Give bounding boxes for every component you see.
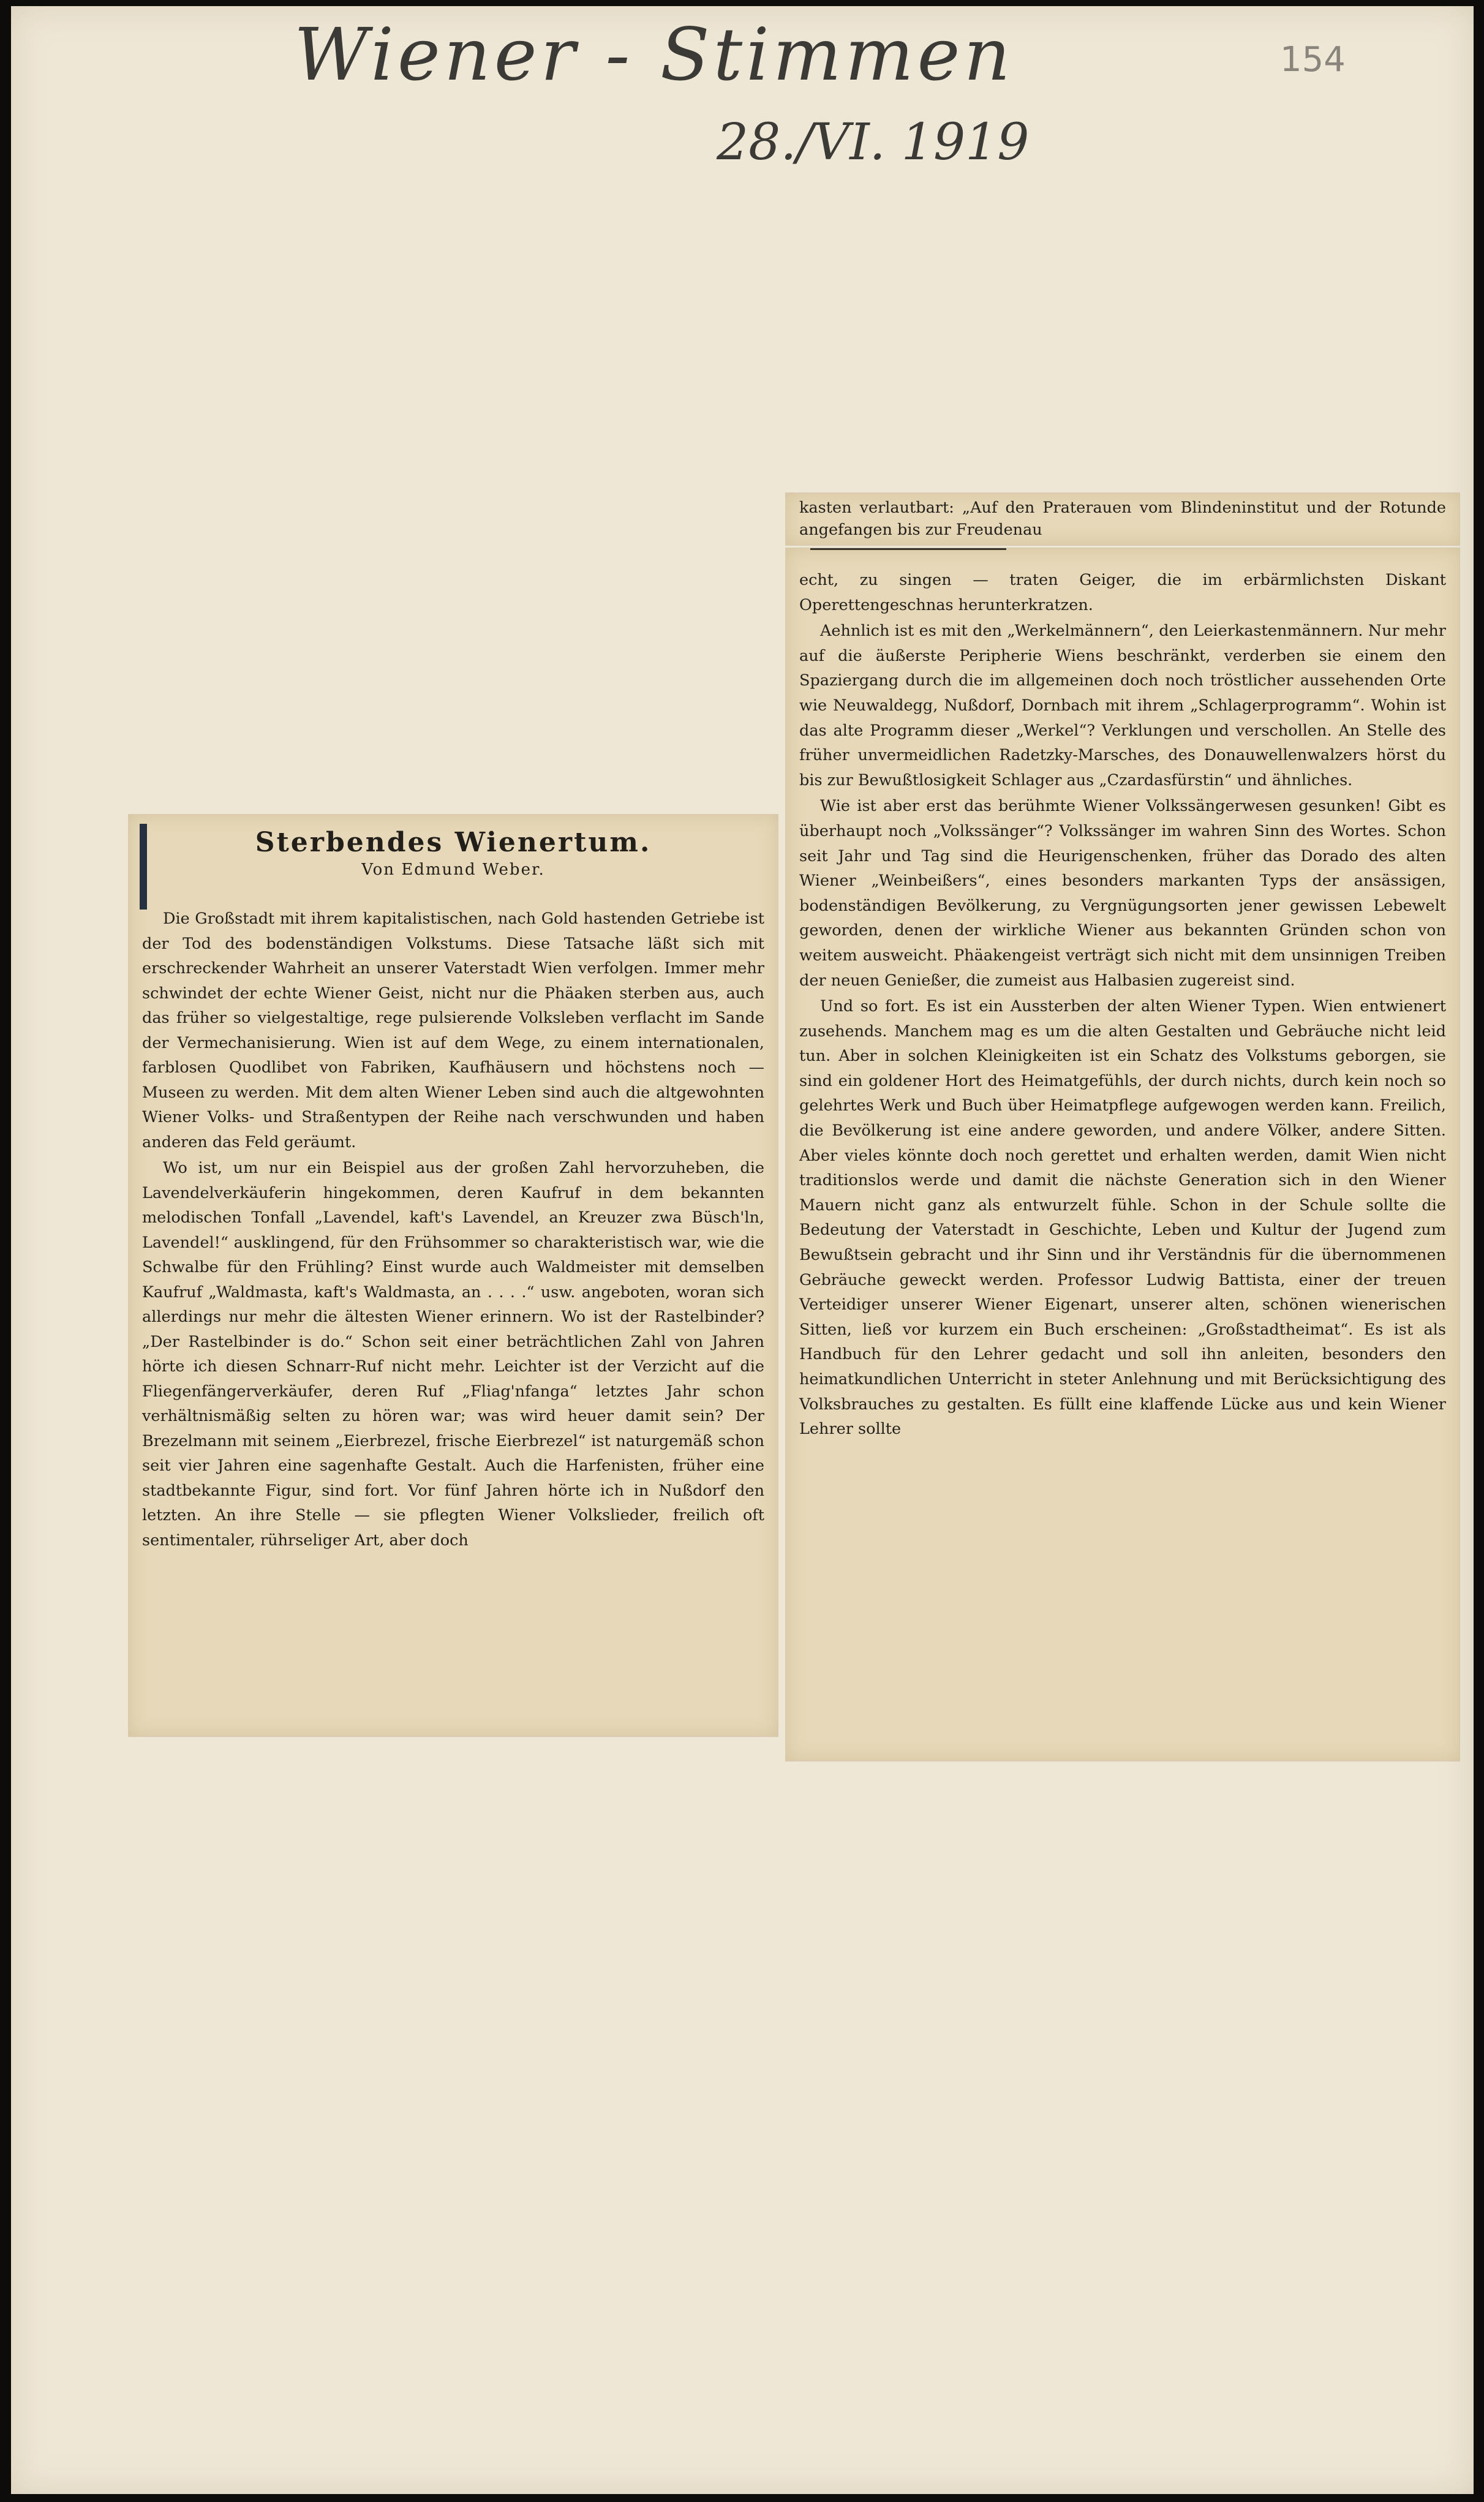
paragraph: Die Großstadt mit ihrem kapitalistischen, nach Gold hastenden Getriebe ist der Tod des bodenständigen Volkstums. Diese Tatsache läßt sich mit erschreckender Wahrheit an unserer Vaterstadt Wien verfolgen. Immer mehr schwindet der echte Wiener Geist, nicht nur die Phäaken sterben aus, auch das früher so vielgestaltige, rege pulsierende Volksleben verflacht im Sande der Vermechanisierung. Wien ist auf dem Wege, zu einem internationalen, farblosen Quodlibet von Fabriken, Kaufhäusern und höchstens noch — Museen zu werden. Mit dem alten Wiener Leben sind auch die altgewohnten Wiener Volks- und Straßentypen der Reihe nach verschwunden und haben anderen das Feld geräumt.	[142, 910, 764, 1151]
paragraph: Wie ist aber erst das berühmte Wiener Volkssängerwesen gesunken! Gibt es überhaupt noch „Volkssänger“? Volkssänger im wahren Sinn des Wortes. Schon seit Jahr und Tag sind die Heurigenschenken, früher das Dorado des alten Wiener „Weinbeißers“, eines besonders markanten Typs der ansässigen, bodenständigen Bevölkerung, zu Vergnügungsorten jener gewissen Lebewelt geworden, denen der wirkliche Wiener aus bekannten Gründen schon von weitem ausweicht. Phäakengeist verträgt sich nicht mit dem unsinnigen Treiben der neuen Genießer, die zumeist aus Halbasien zugereist sind.	[799, 797, 1446, 990]
paragraph: Wo ist, um nur ein Beispiel aus der großen Zahl hervorzuheben, die Lavendelverkäuferin hingekommen, deren Kaufruf in dem bekannten melodischen Tonfall „Lavendel, kaft's Lavendel, an Kreuzer zwa Büsch'ln, Lavendel!“ ausklingend, für den Frühsommer so charakteristisch war, wie die Schwalbe für den Frühling? Einst wurde auch Waldmeister mit demselben Kaufruf „Waldmasta, kaft's Waldmasta, an . . . .“ usw. angeboten, woran sich allerdings nur mehr die ältesten Wiener erinnern. Wo ist der Rastelbinder? „Der Rastelbinder is do.“ Schon seit einer beträchtlichen Zahl von Jahren hörte ich diesen Schnarr-Ruf nicht mehr. Leichter ist der Verzicht auf die Fliegenfängerverkäufer, deren Ruf „Fliag'nfanga“ letztes Jahr schon verhältnismäßig selten zu hören war; was wird heuer damit sein? Der Brezelmann mit seinem „Eierbrezel, frische Eierbrezel“ ist naturgemäß schon seit vier Jahren eine sagenhafte Gestalt. Auch die Harfenisten, früher eine stadtbekannte Figur, sind fort. Vor fünf Jahren hörte ich in Nußdorf den letzten. An ihre Stelle — sie pflegten Wiener Volkslieder, freilich oft sentimentaler, rührseliger Art, aber doch	[142, 1159, 764, 1550]
clipping-top-fragment	[786, 493, 1460, 545]
column-rule	[810, 548, 1006, 550]
paragraph: Und so fort. Es ist ein Aussterben der alten Wiener Typen. Wien entwienert zusehends. Manchem mag es um die alten Gestalten und Gebräuche nicht leid tun. Aber in solchen Kleinigkeiten ist ein Schatz des Volkstums geborgen, sie sind ein goldener Hort des Heimatgefühls, der durch nichts, durch kein noch so gelehrtes Werk und Buch über Heimatpflege aufgewogen werden kann. Freilich, die Bevölkerung ist eine andere geworden, und andere Völker, andere Sitten. Aber vieles könnte doch noch gerettet und erhalten werden, damit Wien nicht traditionslos werde und damit die nächste Generation sich in den Wiener Mauern nicht ganz als entwurzelt fühle. Schon in der Schule sollte die Bedeutung der Vaterstadt in Geschichte, Leben und Kultur der Jugend zum Bewußtsein gebracht und ihr Sinn und ihr Verständnis für die übernommenen Gebräuche geweckt werden. Professor Ludwig Battista, einer der treuen Verteidiger unserer Wiener Eigenart, unserer alten, schönen wienerischen Sitten, ließ vor kurzem ein Buch erscheinen: „Großstadtheimat“. Es ist als Handbuch für den Lehrer gedacht und soll ihn anleiten, besonders den heimatkundlichen Unterricht in steter Anlehnung und mit Berücksichtigung des Volksbrauches zu gestalten. Es füllt eine klaffende Lücke aus und kein Wiener Lehrer sollte	[799, 997, 1446, 1439]
left-column-text	[142, 906, 764, 1553]
clipping-left-column	[129, 815, 778, 1736]
pen-marker	[140, 824, 147, 910]
handwritten-date: 28./VI. 1919	[717, 113, 1030, 171]
paragraph: echt, zu singen — traten Geiger, die im erbärmlichsten Diskant Operettengeschnas herunterkratzen.	[799, 571, 1446, 614]
article-byline: Von Edmund Weber.	[361, 861, 545, 879]
top-fragment-text	[799, 497, 1446, 541]
article-headline: Sterbendes Wienertum.	[255, 827, 652, 858]
right-column-text	[799, 568, 1446, 1442]
folio-number: 154	[1280, 40, 1346, 80]
handwritten-title: Wiener - Stimmen	[294, 12, 1014, 97]
paragraph: Aehnlich ist es mit den „Werkelmännern“, den Leierkastenmännern. Nur mehr auf die äußerste Peripherie Wiens beschränkt, verderben sie einem den Spaziergang durch die im allgemeinen doch noch tröstlicher aussehenden Orte wie Neuwaldegg, Nußdorf, Dornbach mit ihrem „Schlagerprogramm“. Wohin ist das alte Programm dieser „Werkel“? Verklungen und verschollen. An Stelle des früher unvermeidlichen Radetzky-Marsches, des Donauwellenwalzers hörst du bis zur Bewußtlosigkeit Schlager aus „Czardasfürstin“ und ähnliches.	[799, 622, 1446, 789]
paragraph: kasten verlautbart: „Auf den Praterauen vom Blindeninstitut und der Rotunde angefangen bis zur Freudenau	[799, 499, 1446, 539]
clipping-right-column	[786, 548, 1460, 1761]
